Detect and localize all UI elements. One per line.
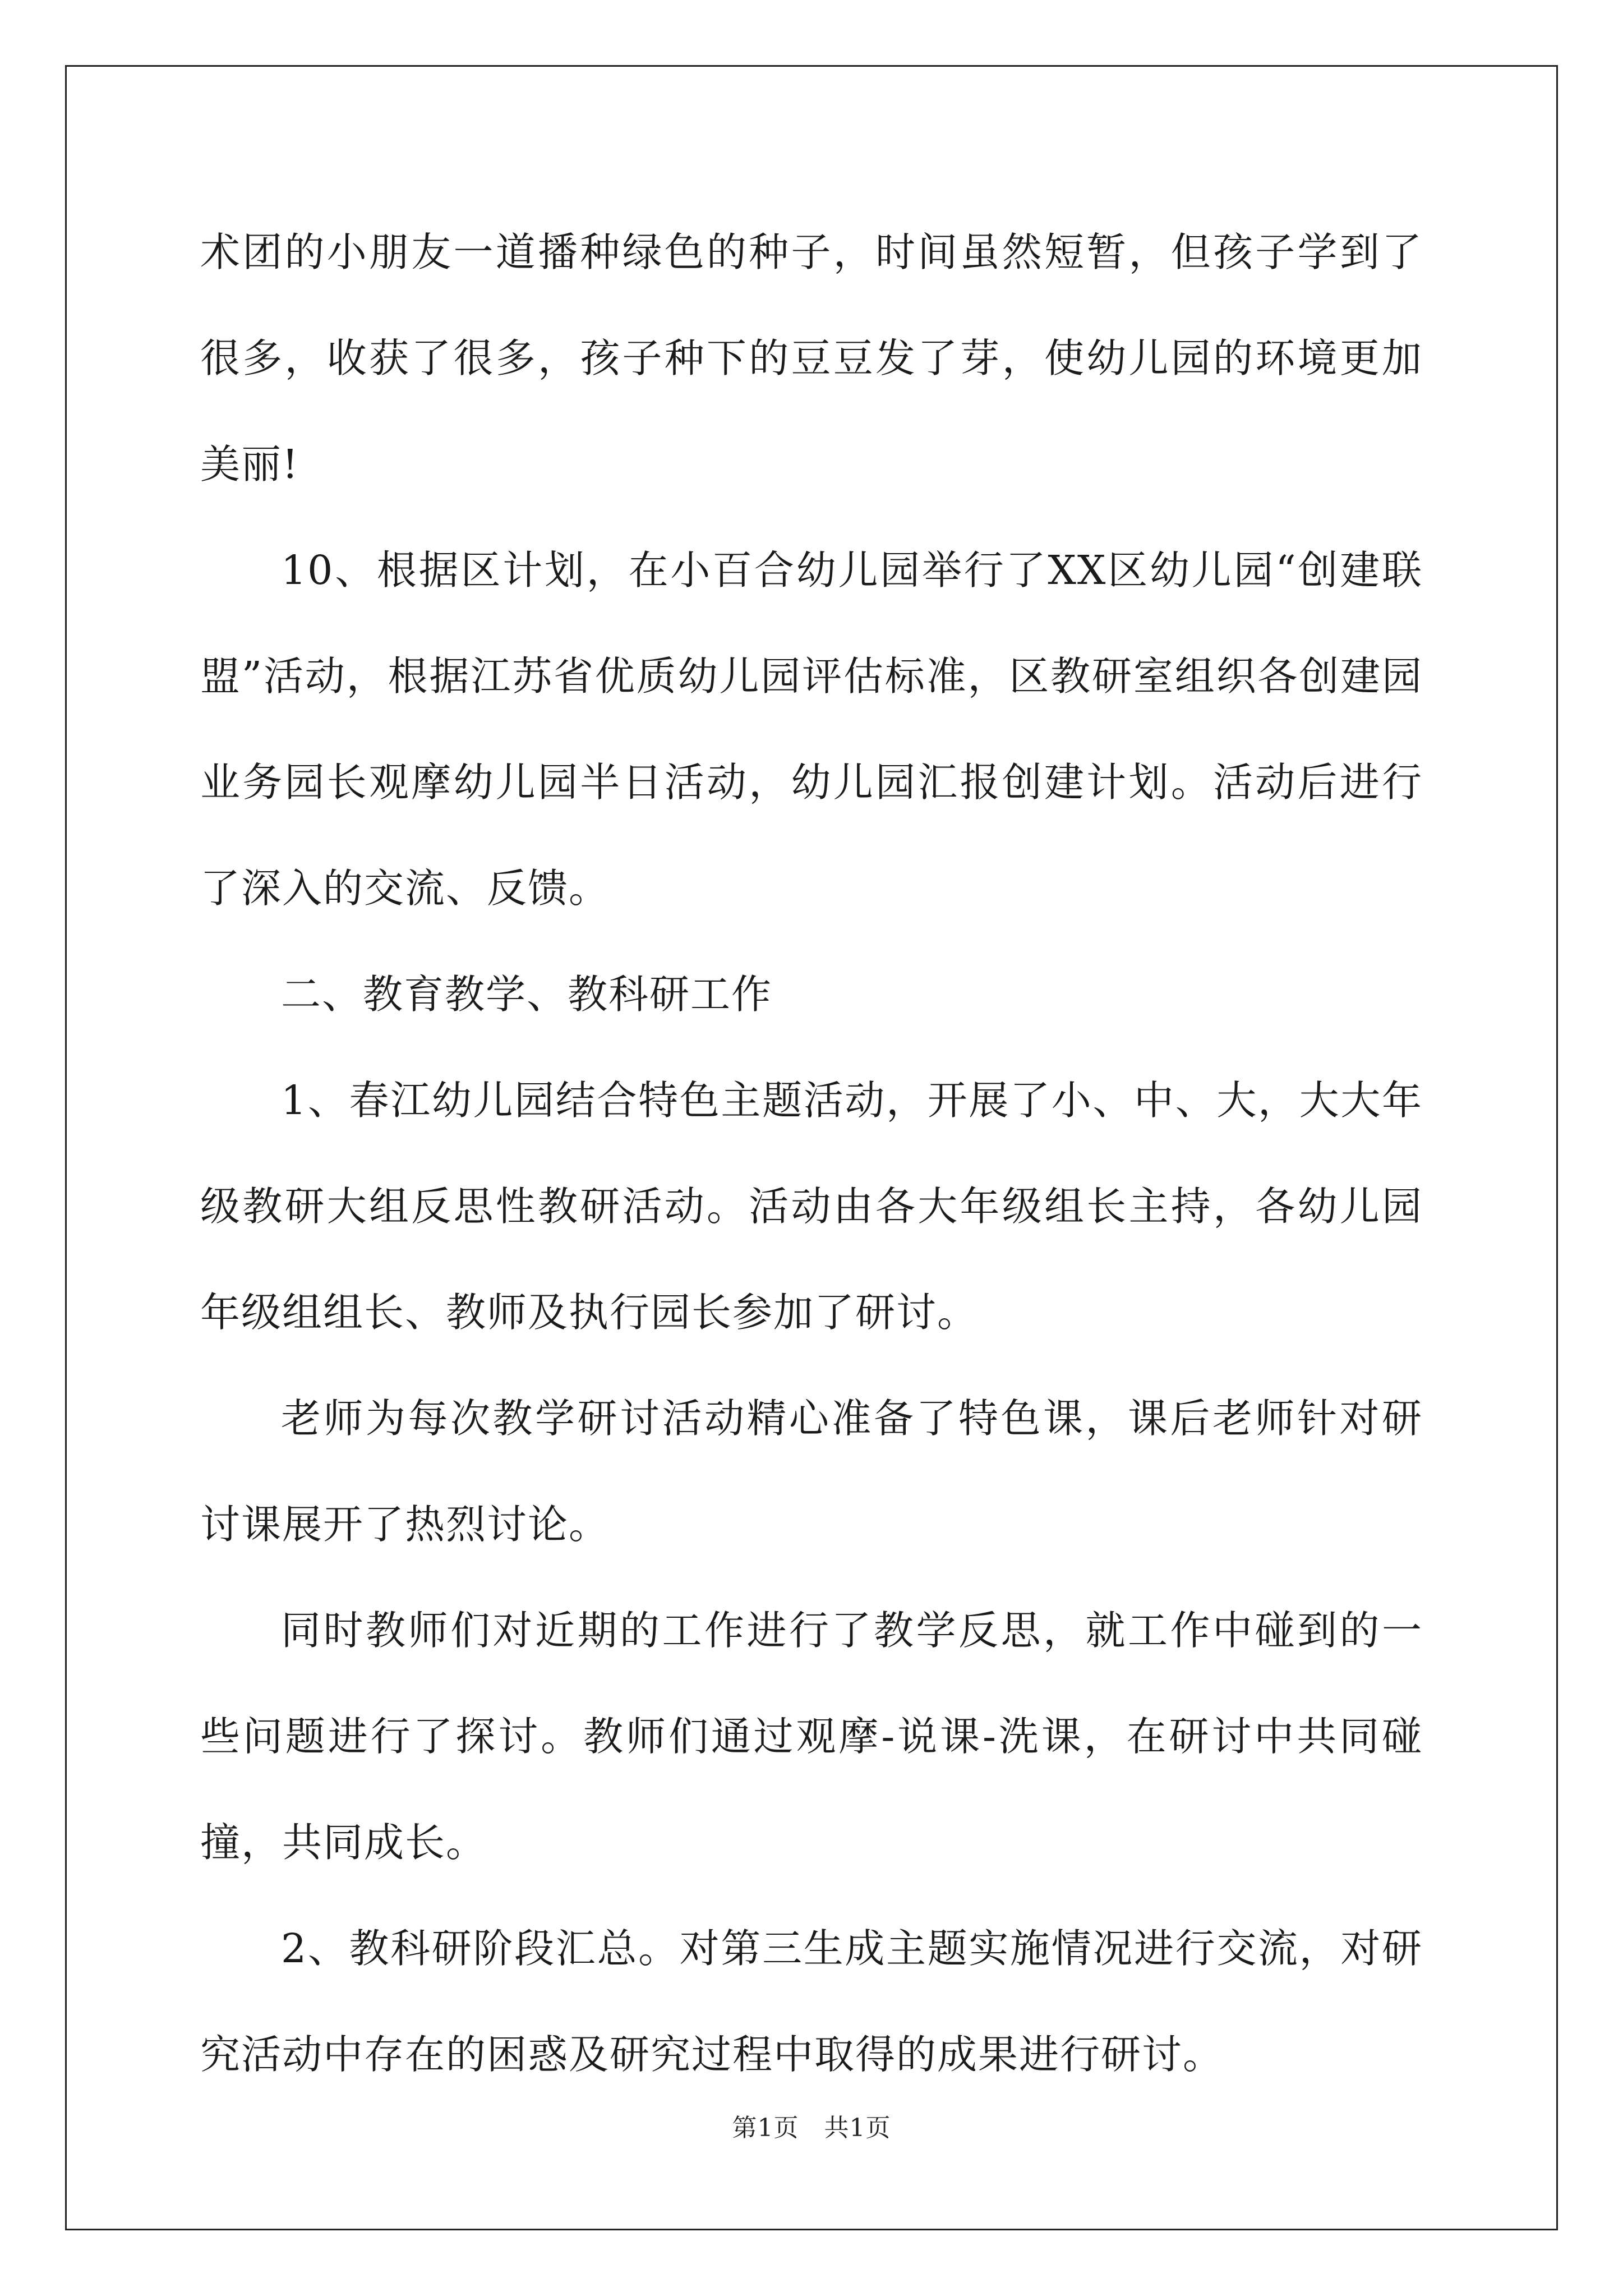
paragraph: 2、教科研阶段汇总。对第三生成主题实施情况进行交流，对研究活动中存在的困惑及研究过程中取得的成果进行研讨。 [200, 1925, 1423, 2078]
section-heading: 二、教育教学、教科研工作 [281, 971, 773, 1018]
document-body [200, 199, 1423, 2108]
page-footer: 第1页 共1页 [732, 2114, 891, 2142]
paragraph: 老师为每次教学研讨活动精心准备了特色课，课后老师针对研讨课展开了热烈讨论。 [200, 1395, 1423, 1548]
paragraph: 10、根据区计划，在小百合幼儿园举行了XX区幼儿园“创建联盟”活动，根据江苏省优质幼儿园评估标准，区教研室组织各创建园业务园长观摩幼儿园半日活动，幼儿园汇报创建计划。活动后进行了深入的交流、反馈。 [200, 547, 1423, 912]
paragraph: 同时教师们对近期的工作进行了教学反思，就工作中碰到的一些问题进行了探讨。教师们通过观摩-说课-洗课，在研讨中共同碰撞，共同成长。 [200, 1607, 1423, 1866]
paragraph: 术团的小朋友一道播种绿色的种子，时间虽然短暂，但孩子学到了很多，收获了很多，孩子种下的豆豆发了芽，使幼儿园的环境更加美丽! [200, 229, 1423, 487]
paragraph: 1、春江幼儿园结合特色主题活动，开展了小、中、大，大大年级教研大组反思性教研活动。活动由各大年级组长主持，各幼儿园年级组组长、教师及执行园长参加了研讨。 [200, 1077, 1423, 1336]
